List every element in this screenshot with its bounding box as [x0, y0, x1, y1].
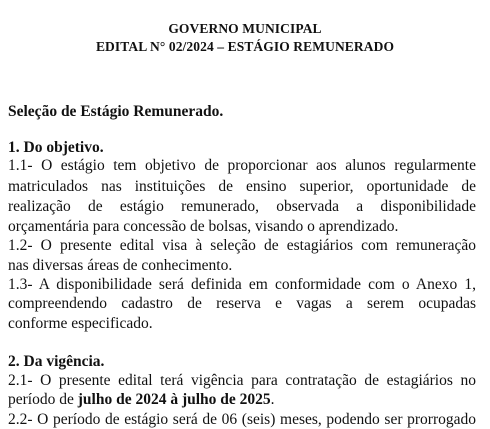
period-dates: julho de 2024 à julho de 2025 — [77, 391, 271, 408]
paragraph-line: 1.3- A disponibilidade será definida em conformidade com o Anexo 1, — [8, 276, 476, 293]
paragraph-line: 1.1- O estágio tem objetivo de proporcionar aos alunos regularmente — [8, 157, 476, 174]
section-validity-title: 2. Da vigência. — [8, 353, 105, 370]
section-objective-title: 1. Do objetivo. — [8, 139, 104, 156]
paragraph-line: 1.2- O presente edital visa à seleção de estagiários com remuneração — [8, 237, 476, 254]
document-intro-heading: Seleção de Estágio Remunerado. — [8, 103, 224, 120]
paragraph-line: realização de estágio remunerado, observada a disponibilidade — [8, 198, 476, 215]
paragraph-line: nas diversas áreas de conhecimento. — [8, 257, 233, 274]
header-edital-title: EDITAL N° 02/2024 – ESTÁGIO REMUNERADO — [95, 39, 395, 54]
paragraph-line: conforme especificado. — [8, 315, 153, 332]
period-prefix: período de — [8, 391, 78, 408]
paragraph-line: matriculados nas instituições de ensino superior, oportunidade de — [8, 178, 476, 195]
paragraph-line: 2.2- O período de estágio será de 06 (seis) meses, podendo ser prorrogado — [8, 411, 476, 428]
paragraph-line-period — [8, 390, 476, 409]
header-government: GOVERNO MUNICIPAL — [168, 21, 322, 36]
paragraph-line: 2.1- O presente edital terá vigência para contratação de estagiários no — [8, 372, 476, 389]
paragraph-line: orçamentária para concessão de bolsas, visando o aprendizado. — [8, 218, 399, 235]
period-suffix: . — [270, 391, 275, 408]
paragraph-line: compreendendo cadastro de reserva e vagas a serem ocupadas — [8, 295, 476, 312]
